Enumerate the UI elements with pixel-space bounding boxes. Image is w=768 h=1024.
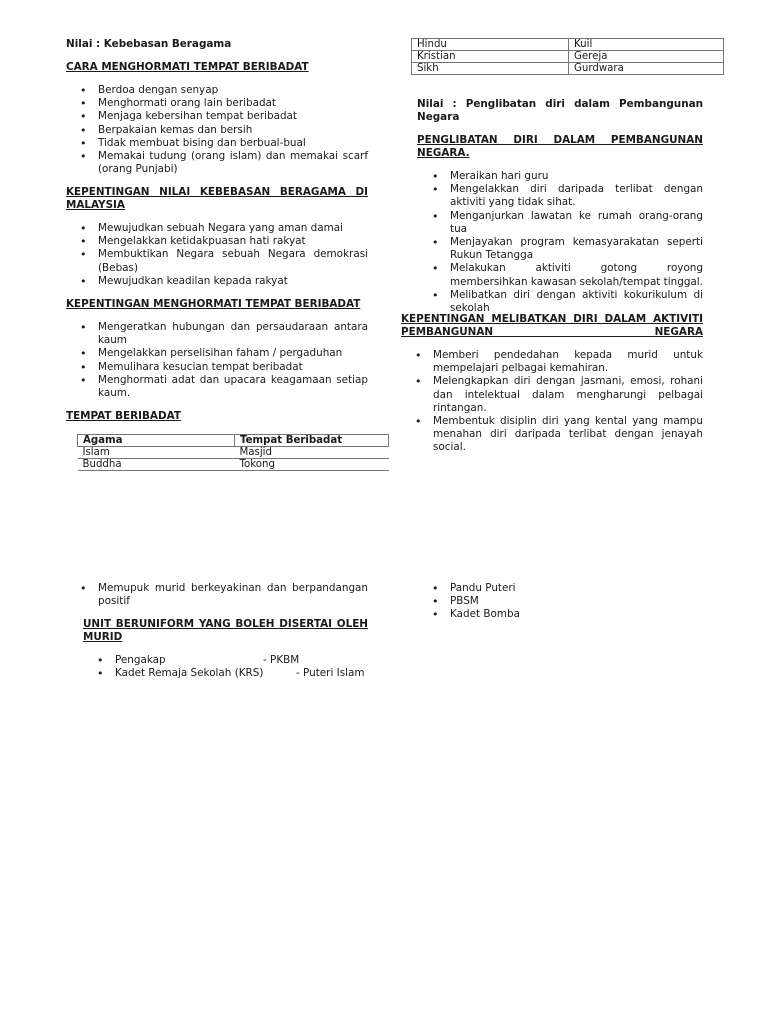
page-title-kebebasan-beragama: Nilai : Kebebasan Beragama: [66, 38, 232, 50]
list-unit-beruniform: [97, 654, 377, 680]
tempat-beribadat-table: [77, 434, 389, 471]
list-kepentingan-kebebasan: [80, 222, 368, 288]
table-header-cell: Tempat Beribadat: [235, 435, 389, 447]
heading-penglibatan-diri: PENGLIBATAN DIRI DALAM PEMBANGUNAN NEGARA.: [417, 134, 703, 160]
unit-name: Pengakap: [115, 654, 166, 666]
list-item: • Memakai tudung (orang islam) dan memakai scarf (orang Punjabi): [80, 150, 368, 176]
list-item: • Pandu Puteri: [432, 582, 632, 595]
table-cell: Islam: [78, 447, 235, 459]
list-item: • Berdoa dengan senyap: [80, 84, 368, 97]
heading-kepentingan-kebebasan: KEPENTINGAN NILAI KEBEBASAN BERAGAMA DI MALAYSIA: [66, 186, 368, 212]
table-row: [78, 459, 389, 471]
unit-name-pair: - PKBM: [263, 654, 300, 666]
list-item: • Mewujudkan keadilan kepada rakyat: [80, 275, 368, 288]
heading-tempat-beribadat: TEMPAT BERIBADAT: [66, 410, 181, 422]
list-kepentingan-melibatkan: [415, 349, 703, 455]
table-cell: Gurdwara: [569, 63, 724, 75]
list-item: • Mengelakkan diri daripada terlibat dengan aktiviti yang tidak sihat.: [432, 183, 703, 209]
list-penglibatan-diri: [432, 170, 703, 315]
unit-name: Kadet Remaja Sekolah (KRS): [115, 667, 264, 680]
list-item: • Menjaga kebersihan tempat beribadat: [80, 110, 368, 123]
list-item: • Memberi pendedahan kepada murid untuk mempelajari pelbagai kemahiran.: [415, 349, 703, 375]
list-item: • PBSM: [432, 595, 632, 608]
list-kepentingan-menghormati: [80, 321, 368, 400]
heading-unit-beruniform: UNIT BERUNIFORM YANG BOLEH DISERTAI OLEH MURID: [83, 618, 368, 644]
page-title-penglibatan-diri: Nilai : Penglibatan diri dalam Pembangunan Negara: [417, 98, 703, 124]
table-cell: Tokong: [235, 459, 389, 471]
list-item: • Memulihara kesucian tempat beribadat: [80, 361, 368, 374]
table-header-row: [78, 435, 389, 447]
list-item: • Menghormati orang lain beribadat: [80, 97, 368, 110]
list-item: • Menghormati adat dan upacara keagamaan setiap kaum.: [80, 374, 368, 400]
list-cara-menghormati: [80, 84, 368, 176]
list-item: • Berpakaian kemas dan bersih: [80, 124, 368, 137]
table-cell: Sikh: [412, 63, 569, 75]
list-item: • Membentuk disiplin diri yang kental yang mampu menahan diri daripada terlibat dengan jenayah social.: [415, 415, 703, 455]
agama-continuation-table: [411, 38, 724, 75]
list-item: • Melibatkan diri dengan aktiviti kokurikulum di sekolah: [432, 289, 703, 315]
list-item: [97, 654, 377, 667]
table-cell: Buddha: [78, 459, 235, 471]
list-item: • Mewujudkan sebuah Negara yang aman damai: [80, 222, 368, 235]
table-cell: Kuil: [569, 39, 724, 51]
list-item: • Kadet Bomba: [432, 608, 632, 621]
table-cell: Gereja: [569, 51, 724, 63]
list-item: • Memupuk murid berkeyakinan dan berpandangan positif: [80, 582, 368, 608]
table-row: [412, 39, 724, 51]
table-row: [412, 51, 724, 63]
list-item: • Melengkapkan diri dengan jasmani, emosi, rohani dan intelektual dalam mengharungi pelbagai rintangan.: [415, 375, 703, 415]
list-item: • Membuktikan Negara sebuah Negara demokrasi (Bebas): [80, 248, 368, 274]
list-item: [97, 667, 377, 680]
table-row: [78, 447, 389, 459]
list-item: • Mengelakkan ketidakpuasan hati rakyat: [80, 235, 368, 248]
list-lower-left: [80, 582, 368, 608]
list-item: • Menganjurkan lawatan ke rumah orang-orang tua: [432, 210, 703, 236]
heading-kepentingan-menghormati: KEPENTINGAN MENGHORMATI TEMPAT BERIBADAT: [66, 298, 361, 310]
list-item: • Mengelakkan perselisihan faham / pergaduhan: [80, 347, 368, 360]
list-item: • Mengeratkan hubungan dan persaudaraan antara kaum: [80, 321, 368, 347]
table-row: [412, 63, 724, 75]
table-cell: Masjid: [235, 447, 389, 459]
list-item: • Meraikan hari guru: [432, 170, 703, 183]
table-cell: Kristian: [412, 51, 569, 63]
list-item: • Menjayakan program kemasyarakatan seperti Rukun Tetangga: [432, 236, 703, 262]
table-cell: Hindu: [412, 39, 569, 51]
list-item: • Tidak membuat bising dan berbual-bual: [80, 137, 368, 150]
list-lower-right: [432, 582, 632, 622]
heading-cara-menghormati: CARA MENGHORMATI TEMPAT BERIBADAT: [66, 61, 309, 73]
heading-kepentingan-melibatkan: KEPENTINGAN MELIBATKAN DIRI DALAM AKTIVITI PEMBANGUNAN NEGARA: [401, 313, 703, 339]
table-header-cell: Agama: [78, 435, 235, 447]
list-item: • Melakukan aktiviti gotong royong membersihkan kawasan sekolah/tempat tinggal.: [432, 262, 703, 288]
unit-name-pair: - Puteri Islam: [296, 667, 365, 680]
